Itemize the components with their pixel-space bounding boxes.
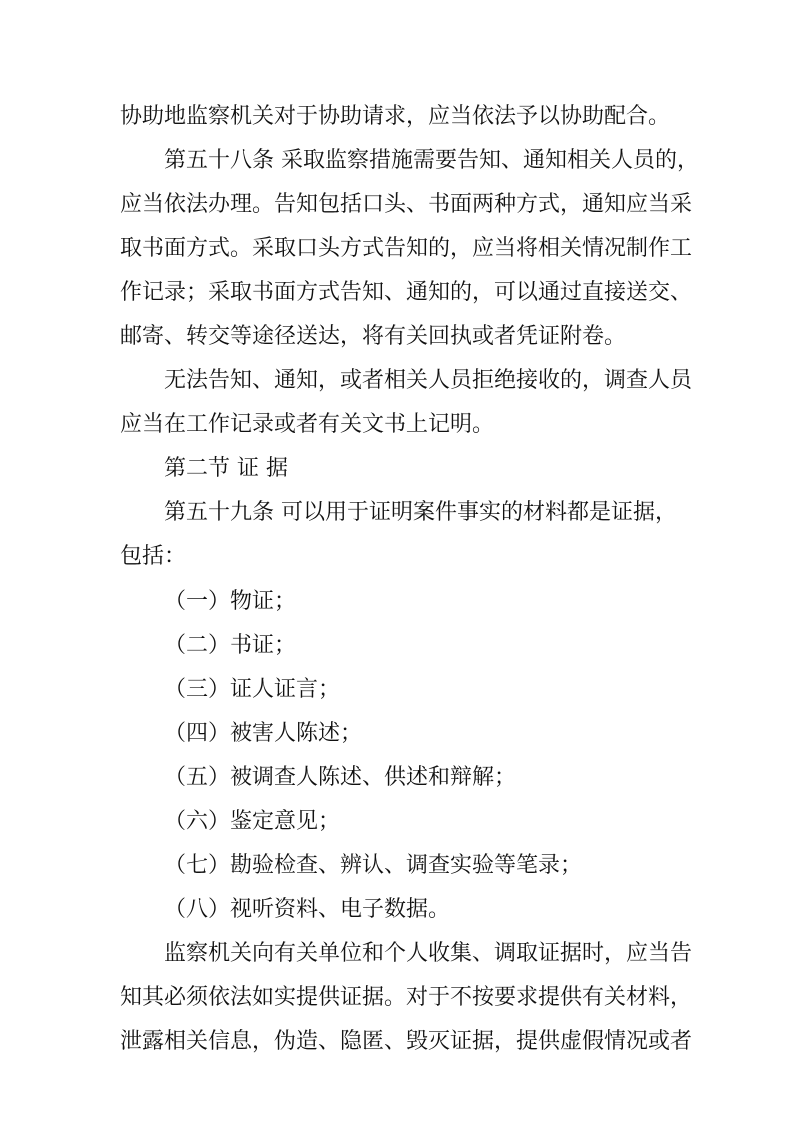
evidence-list-item: （三）证人证言； [164,677,341,702]
paragraph-notice-line-1: 无法告知、通知，或者相关人员拒绝接收的，调查人员 [164,368,693,393]
paragraph-collection-line-1: 监察机关向有关单位和个人收集、调取证据时，应当告 [164,941,693,966]
article-58-line-3: 取书面方式。采取口头方式告知的，应当将相关情况制作工 [120,236,693,261]
evidence-list-item: （一）物证； [164,589,297,614]
article-58-line-1: 第五十八条 采取监察措施需要告知、通知相关人员的， [164,148,699,173]
evidence-list-item: （四）被害人陈述； [164,721,363,746]
paragraph-collection-line-2: 知其必须依法如实提供证据。对于不按要求提供有关材料， [120,985,693,1010]
article-58-line-5: 邮寄、转交等途径送达，将有关回执或者凭证附卷。 [120,324,627,349]
section-heading: 第二节 证 据 [164,456,288,481]
article-58-line-2: 应当依法办理。告知包括口头、书面两种方式，通知应当采 [120,192,693,217]
evidence-list-item: （八）视听资料、电子数据。 [164,897,451,922]
article-59-line-1: 第五十九条 可以用于证明案件事实的材料都是证据， [164,500,677,525]
evidence-list-item: （六）鉴定意见； [164,809,341,834]
text-line-continuation: 协助地监察机关对于协助请求，应当依法予以协助配合。 [120,104,671,129]
article-58-line-4: 作记录；采取书面方式告知、通知的，可以通过直接送交、 [120,280,693,305]
evidence-list-item: （二）书证； [164,633,297,658]
evidence-list-item: （七）勘验检查、辨认、调查实验等笔录； [164,853,583,878]
evidence-list-item: （五）被调查人陈述、供述和辩解； [164,765,517,790]
paragraph-collection-line-3: 泄露相关信息，伪造、隐匿、毁灭证据，提供虚假情况或者 [120,1029,693,1054]
article-59-line-2: 包括： [120,544,187,569]
paragraph-notice-line-2: 应当在工作记录或者有关文书上记明。 [120,412,495,437]
